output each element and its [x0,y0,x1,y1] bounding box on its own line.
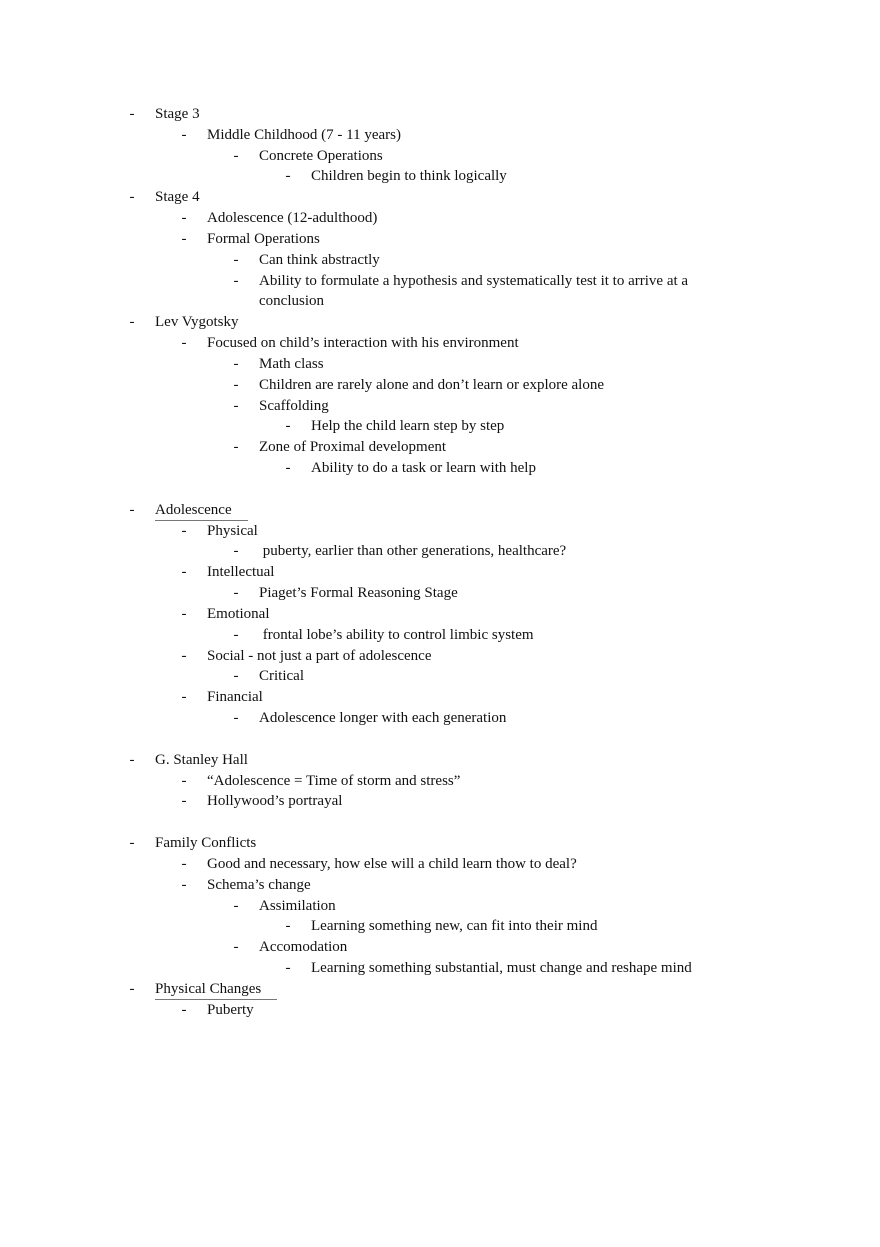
list-item-text: Adolescence (12-adulthood) [207,210,378,227]
section-heading: Physical Changes [155,979,277,1000]
blank-line [0,812,880,832]
list-item-text: Stage 3 [155,106,200,122]
list-item-text: Emotional [207,605,270,622]
list-item-text: Critical [259,668,304,685]
list-item-text: Concrete Operations [259,147,383,164]
bullet-dash: - [181,647,187,664]
list-item-text: Children are rarely alone and don’t learn or explore alone [259,376,604,393]
bullet-dash: - [181,605,187,622]
list-item-text: Good and necessary, how else will a child learn thow to deal? [207,855,577,872]
bullet-dash: - [129,835,135,852]
list-item-text: G. Stanley Hall [155,751,248,768]
list-item [0,583,880,603]
bullet-dash: - [181,689,187,706]
list-item-text: Accomodation [259,939,348,956]
list-item [0,771,880,791]
list-item-text: Schema’s change [207,876,311,893]
bullet-dash: - [129,980,135,997]
bullet-dash: - [233,710,239,727]
list-item [0,541,880,561]
bullet-dash: - [285,168,291,185]
list-item-text: Intellectual [207,564,275,581]
bullet-dash: - [233,147,239,164]
bullet-dash: - [285,960,291,977]
list-item-text: Financial [207,689,263,706]
bullet-dash: - [285,418,291,435]
bullet-dash: - [181,210,187,227]
bullet-dash: - [181,564,187,581]
list-item [0,854,880,874]
bullet-dash: - [233,376,239,393]
bullet-dash: - [181,772,187,789]
bullet-dash: - [233,626,239,643]
bullet-dash: - [181,522,187,539]
bullet-dash: - [181,793,187,810]
list-item-text: “Adolescence = Time of storm and stress” [207,772,461,789]
bullet-dash: - [285,918,291,935]
list-item [0,833,880,853]
list-item [0,687,880,707]
list-item [0,291,880,311]
list-item [0,791,880,811]
list-item [0,416,880,436]
list-item [0,875,880,895]
list-item [0,604,880,624]
list-item-text: Physical [207,522,258,539]
list-item [0,1000,880,1020]
bullet-dash: - [233,251,239,268]
list-item [0,708,880,728]
bullet-dash: - [129,501,135,518]
list-item [0,354,880,374]
list-item-text: Zone of Proximal development [259,439,447,456]
list-item [0,750,880,770]
bullet-dash: - [233,668,239,685]
section-heading: Adolescence [155,500,248,521]
list-item-text: Stage 4 [155,189,200,206]
bullet-dash: - [181,855,187,872]
bullet-dash: - [233,897,239,914]
list-item-text: Children begin to think logically [311,168,507,185]
list-item-text: Focused on child’s interaction with his environment [207,335,519,352]
list-item [0,312,880,332]
list-item [0,625,880,645]
list-item [0,437,880,457]
bullet-dash: - [233,439,239,456]
list-item-text: Ability to do a task or learn with help [311,460,536,477]
list-item-text: Middle Childhood (7 - 11 years) [207,126,401,143]
list-item [0,958,880,978]
bullet-dash: - [233,585,239,602]
bullet-dash: - [233,355,239,372]
list-item [0,979,880,999]
list-item-text: Family Conflicts [155,835,257,852]
list-item [0,375,880,395]
list-item-text: Piaget’s Formal Reasoning Stage [259,585,458,602]
blank-line [0,729,880,749]
list-item [0,916,880,936]
list-item [0,562,880,582]
list-item [0,229,880,249]
list-item [0,500,880,520]
list-item [0,333,880,353]
list-item-text: Puberty [207,1001,254,1018]
bullet-dash: - [129,751,135,768]
bullet-dash: - [233,397,239,414]
bullet-dash: - [285,460,291,477]
list-item [0,646,880,666]
list-item [0,146,880,166]
list-item-text: Assimilation [259,897,336,914]
list-item [0,187,880,207]
bullet-dash: - [129,314,135,331]
bullet-dash: - [181,126,187,143]
list-item [0,208,880,228]
bullet-dash: - [129,106,135,122]
list-item-text: conclusion [259,293,324,310]
bullet-dash: - [181,876,187,893]
list-item-text: Math class [259,355,324,372]
bullet-dash: - [233,272,239,289]
bullet-dash: - [233,939,239,956]
list-item [0,104,880,124]
list-item [0,125,880,145]
list-item [0,937,880,957]
list-item-text: frontal lobe’s ability to control limbic system [259,626,534,643]
list-item [0,896,880,916]
list-item-text: Learning something new, can fit into their mind [311,918,598,935]
blank-line [0,479,880,499]
list-item [0,521,880,541]
list-item-text: Formal Operations [207,230,320,247]
list-item-text: Learning something substantial, must change and reshape mind [311,960,692,977]
list-item-text: Social - not just a part of adolescence [207,647,432,664]
list-item-text: Lev Vygotsky [155,314,239,331]
list-item [0,250,880,270]
bullet-dash: - [181,1001,187,1018]
bullet-dash: - [129,189,135,206]
list-item [0,271,880,291]
list-item [0,666,880,686]
list-item [0,458,880,478]
list-item-text: puberty, earlier than other generations, healthcare? [259,543,567,560]
bullet-dash: - [181,230,187,247]
list-item-text: Scaffolding [259,397,329,414]
list-item [0,396,880,416]
bullet-dash: - [181,335,187,352]
list-item-text: Adolescence longer with each generation [259,710,507,727]
bullet-dash: - [233,543,239,560]
list-item [0,166,880,186]
list-item-text: Help the child learn step by step [311,418,505,435]
list-item-text: Hollywood’s portrayal [207,793,343,810]
list-item-text: Ability to formulate a hypothesis and systematically test it to arrive at a [259,272,689,289]
list-item-text: Can think abstractly [259,251,380,268]
